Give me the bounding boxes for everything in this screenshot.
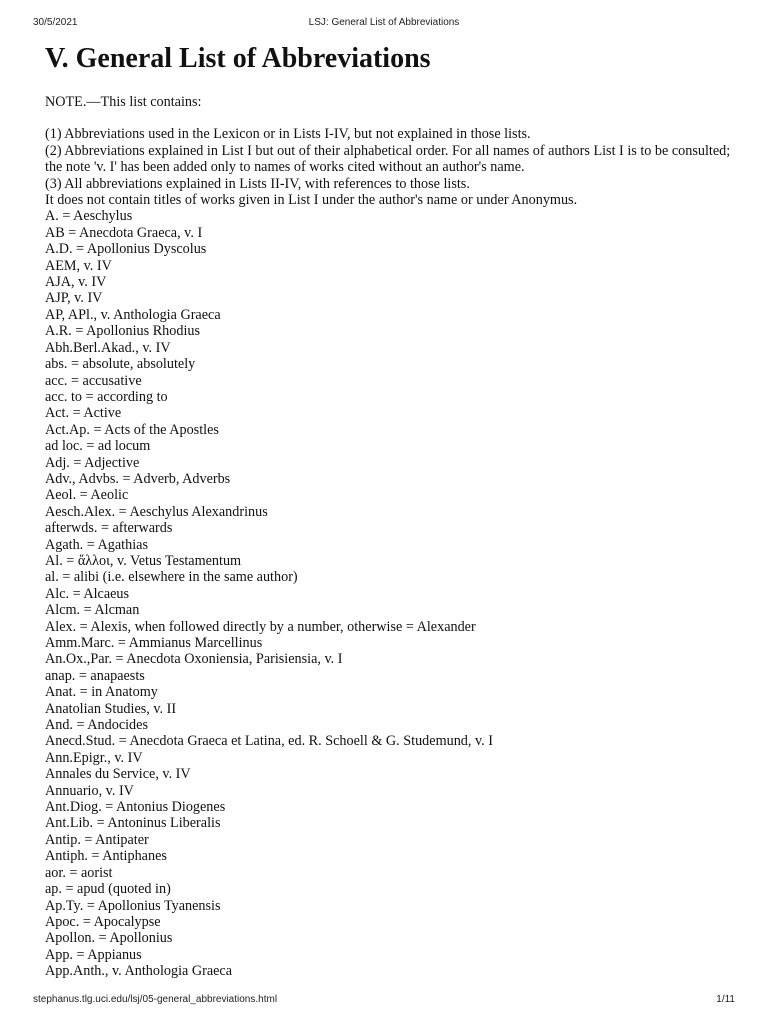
abbreviation-entry: And. = Andocides — [45, 717, 148, 734]
abbreviation-entry: Ant.Lib. = Antoninus Liberalis — [45, 815, 221, 832]
abbreviation-entry: A.D. = Apollonius Dyscolus — [45, 241, 207, 258]
abbreviation-entry: acc. to = according to — [45, 388, 168, 405]
abbreviation-entry: AJP, v. IV — [45, 290, 103, 307]
abbreviation-entry: App.Anth., v. Anthologia Graeca — [45, 963, 233, 980]
abbreviation-entry: A.R. = Apollonius Rhodius — [45, 323, 201, 340]
abbreviation-entry: Ant.Diog. = Antonius Diogenes — [45, 799, 226, 816]
abbreviation-entry: Aeol. = Aeolic — [45, 487, 129, 504]
note-paragraph: It does not contain titles of works given in List I under the author's name or under Anonymus. — [45, 192, 578, 209]
abbreviation-entry: ad loc. = ad locum — [45, 438, 151, 455]
print-url: stephanus.tlg.uci.edu/lsj/05-general_abbreviations.html — [33, 994, 278, 1005]
abbreviation-entry: Anatolian Studies, v. II — [45, 700, 177, 717]
abbreviation-entry: Abh.Berl.Akad., v. IV — [45, 339, 171, 356]
abbreviation-entry: A. = Aeschylus — [45, 208, 133, 225]
abbreviation-entry: Anat. = in Anatomy — [45, 684, 158, 701]
abbreviation-entry: Amm.Marc. = Ammianus Marcellinus — [45, 635, 263, 651]
abbreviation-entry: An.Ox.,Par. = Anecdota Oxoniensia, Parisiensia, v. I — [45, 651, 343, 668]
document-body — [45, 42, 735, 980]
abbreviation-entry: AJA, v. IV — [45, 274, 107, 291]
abbreviation-entry: acc. = accusative — [45, 372, 142, 389]
abbreviation-entry: Apollon. = Apollonius — [45, 930, 173, 947]
abbreviation-entry: Adv., Advbs. = Adverb, Adverbs — [45, 470, 231, 487]
page-title: V. General List of Abbreviations — [45, 43, 431, 74]
abbreviation-entry: Ap.Ty. = Apollonius Tyanensis — [45, 897, 221, 914]
abbreviation-entry: Alex. = Alexis, when followed directly by a number, otherwise = Alexander — [45, 618, 476, 635]
abbreviation-entry: Alc. = Alcaeus — [45, 585, 130, 602]
abbreviation-entry: Al. = ἄλλοι, v. Vetus Testamentum — [45, 552, 242, 569]
abbreviation-entry: Adj. = Adjective — [45, 454, 140, 471]
note-paragraph: (2) Abbreviations explained in List I but out of their alphabetical order. For all names of authors List I is to be consulted; the note 'v. I' has been added only to names of works cited without an author's name. — [45, 142, 731, 176]
note-heading: NOTE.—This list contains: — [45, 94, 202, 110]
abbreviation-entry: App. = Appianus — [45, 946, 142, 963]
abbreviation-entry: Act.Ap. = Acts of the Apostles — [45, 421, 219, 438]
abbreviation-entry: Ann.Epigr., v. IV — [45, 749, 143, 766]
print-footer — [0, 994, 768, 1008]
abbreviation-entry: abs. = absolute, absolutely — [45, 356, 196, 373]
abbreviation-entry: Annuario, v. IV — [45, 782, 134, 799]
print-page-title: LSJ: General List of Abbreviations — [308, 17, 460, 28]
print-header — [0, 17, 768, 31]
abbreviation-entry: Act. = Active — [45, 405, 122, 422]
abbreviation-entry: AEM, v. IV — [45, 257, 112, 274]
print-date: 30/5/2021 — [33, 17, 78, 28]
abbreviation-entry: aor. = aorist — [45, 864, 113, 881]
abbreviation-entry: al. = alibi (i.e. elsewhere in the same author) — [45, 569, 298, 586]
abbreviation-entry: Aesch.Alex. = Aeschylus Alexandrinus — [45, 503, 268, 520]
note-paragraph: (3) All abbreviations explained in Lists II-IV, with references to those lists. — [45, 175, 470, 192]
abbreviation-entry: Anecd.Stud. = Anecdota Graeca et Latina, ed. R. Schoell & G. Studemund, v. I — [45, 733, 493, 750]
abbreviation-list — [45, 208, 735, 979]
abbreviation-entry: Annales du Service, v. IV — [45, 766, 191, 783]
abbreviation-entry: Apoc. = Apocalypse — [45, 913, 161, 930]
abbreviation-entry: Antip. = Antipater — [45, 831, 149, 848]
abbreviation-entry: afterwds. = afterwards — [45, 520, 173, 537]
abbreviation-entry: Agath. = Agathias — [45, 536, 148, 553]
abbreviation-entry: ap. = apud (quoted in) — [45, 881, 171, 898]
abbreviation-entry: AP, APl., v. Anthologia Graeca — [45, 306, 221, 323]
note-paragraph: (1) Abbreviations used in the Lexicon or in Lists I-IV, but not explained in those lists. — [45, 126, 531, 143]
abbreviation-entry: AB = Anecdota Graeca, v. I — [45, 224, 203, 241]
abbreviation-entry: anap. = anapaests — [45, 667, 145, 684]
abbreviation-entry: Antiph. = Antiphanes — [45, 848, 167, 865]
page-number: 1/11 — [716, 994, 735, 1005]
abbreviation-entry: Alcm. = Alcman — [45, 602, 140, 619]
